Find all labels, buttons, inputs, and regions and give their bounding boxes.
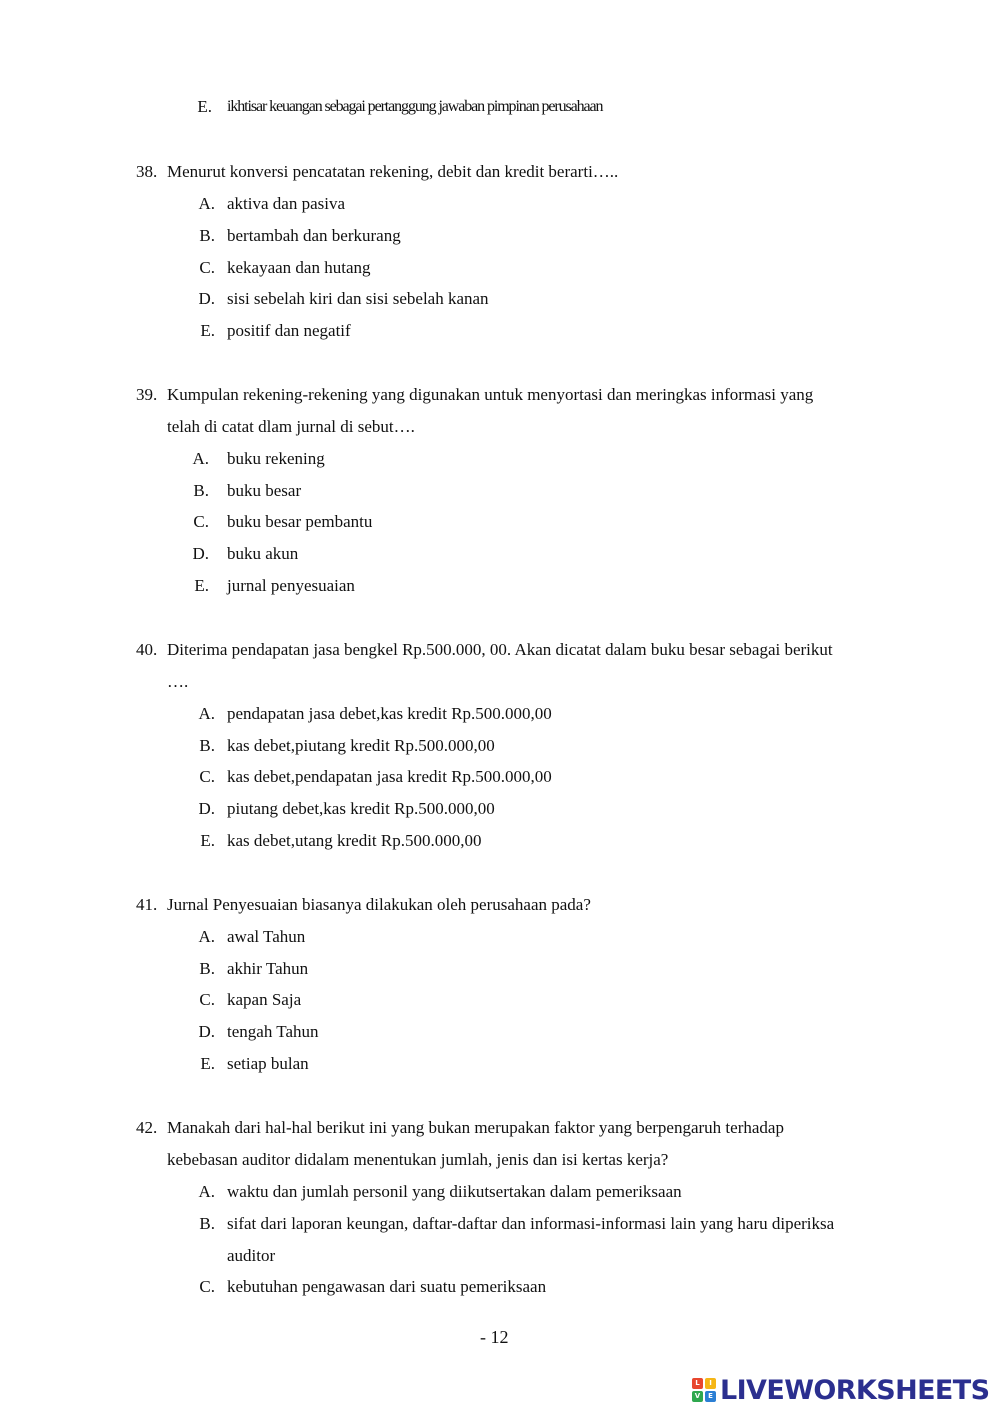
liveworksheets-watermark <box>692 1374 989 1406</box>
watermark-text: LIVEWORKSHEETS <box>720 1374 990 1406</box>
logo-tile-i: I <box>705 1378 716 1389</box>
option-letter: D. <box>198 1022 215 1041</box>
option-letter: A. <box>198 704 215 723</box>
option-text: pendapatan jasa debet,kas kredit Rp.500.000,00 <box>227 704 552 723</box>
option-letter: B. <box>199 959 215 978</box>
question-text: kebebasan auditor didalam menentukan jumlah, jenis dan isi kertas kerja? <box>167 1150 669 1169</box>
option-text: sifat dari laporan keungan, daftar-daftar dan informasi-informasi lain yang haru diperiksa <box>227 1214 835 1233</box>
option-letter: B. <box>193 481 209 500</box>
option-letter: E. <box>200 831 215 850</box>
option-letter: A. <box>198 194 215 213</box>
option-letter: B. <box>199 226 215 245</box>
option-letter: D. <box>198 799 215 818</box>
option-text: akhir Tahun <box>227 959 309 978</box>
option-text: awal Tahun <box>227 927 306 946</box>
question-text: telah di catat dlam jurnal di sebut…. <box>167 417 415 436</box>
option-letter: E. <box>200 321 215 340</box>
question-number: 38. <box>136 162 158 181</box>
option-letter: E. <box>194 576 209 595</box>
option-text: ikhtisar keuangan sebagai pertanggung jawaban pimpinan perusahaan <box>227 98 603 115</box>
page-number: - 12 <box>480 1327 509 1347</box>
option-text: setiap bulan <box>227 1054 309 1073</box>
option-letter: B. <box>199 1214 215 1233</box>
option-text: buku rekening <box>227 449 325 468</box>
question-text: Menurut konversi pencatatan rekening, debit dan kredit berarti….. <box>167 162 619 181</box>
question-text: Diterima pendapatan jasa bengkel Rp.500.000, 00. Akan dicatat dalam buku besar sebagai berikut <box>167 640 833 659</box>
question-text: …. <box>167 672 189 691</box>
option-letter: D. <box>192 544 209 563</box>
option-text: kas debet,utang kredit Rp.500.000,00 <box>227 831 482 850</box>
option-text: kapan Saja <box>227 990 302 1009</box>
option-text: tengah Tahun <box>227 1022 319 1041</box>
option-letter: C. <box>193 512 209 531</box>
option-text: buku besar <box>227 481 302 500</box>
option-text: piutang debet,kas kredit Rp.500.000,00 <box>227 799 495 818</box>
question-text: Kumpulan rekening-rekening yang digunakan untuk menyortasi dan meringkas informasi yang <box>167 385 814 404</box>
option-text: kebutuhan pengawasan dari suatu pemeriksaan <box>227 1277 547 1296</box>
option-letter: C. <box>199 767 215 786</box>
option-letter: A. <box>198 927 215 946</box>
option-letter: E. <box>200 1054 215 1073</box>
option-text: buku besar pembantu <box>227 512 373 531</box>
option-letter: E. <box>197 97 212 116</box>
question-number: 41. <box>136 895 158 914</box>
option-text: jurnal penyesuaian <box>227 576 355 595</box>
option-letter: A. <box>198 1182 215 1201</box>
logo-tile-l: L <box>692 1378 703 1389</box>
option-text: kas debet,pendapatan jasa kredit Rp.500.000,00 <box>227 767 552 786</box>
option-text: kas debet,piutang kredit Rp.500.000,00 <box>227 736 495 755</box>
option-letter: C. <box>199 1277 215 1296</box>
option-text: bertambah dan berkurang <box>227 226 401 245</box>
liveworksheets-logo-icon <box>692 1378 716 1402</box>
option-letter: C. <box>199 990 215 1009</box>
option-letter: C. <box>199 258 215 277</box>
option-text: positif dan negatif <box>227 321 351 340</box>
option-text: buku akun <box>227 544 299 563</box>
option-text: aktiva dan pasiva <box>227 194 346 213</box>
option-letter: B. <box>199 736 215 755</box>
question-text: Manakah dari hal-hal berikut ini yang bukan merupakan faktor yang berpengaruh terhadap <box>167 1118 784 1137</box>
logo-tile-v: V <box>692 1391 703 1402</box>
option-text: waktu dan jumlah personil yang diikutsertakan dalam pemeriksaan <box>227 1182 682 1201</box>
option-text: sisi sebelah kiri dan sisi sebelah kanan <box>227 289 489 308</box>
option-letter: A. <box>192 449 209 468</box>
option-text: auditor <box>227 1246 276 1265</box>
question-number: 40. <box>136 640 158 659</box>
question-text: Jurnal Penyesuaian biasanya dilakukan oleh perusahaan pada? <box>167 895 591 914</box>
option-letter: D. <box>198 289 215 308</box>
logo-tile-e: E <box>705 1391 716 1402</box>
question-number: 42. <box>136 1118 158 1137</box>
option-text: kekayaan dan hutang <box>227 258 371 277</box>
question-number: 39. <box>136 385 158 404</box>
